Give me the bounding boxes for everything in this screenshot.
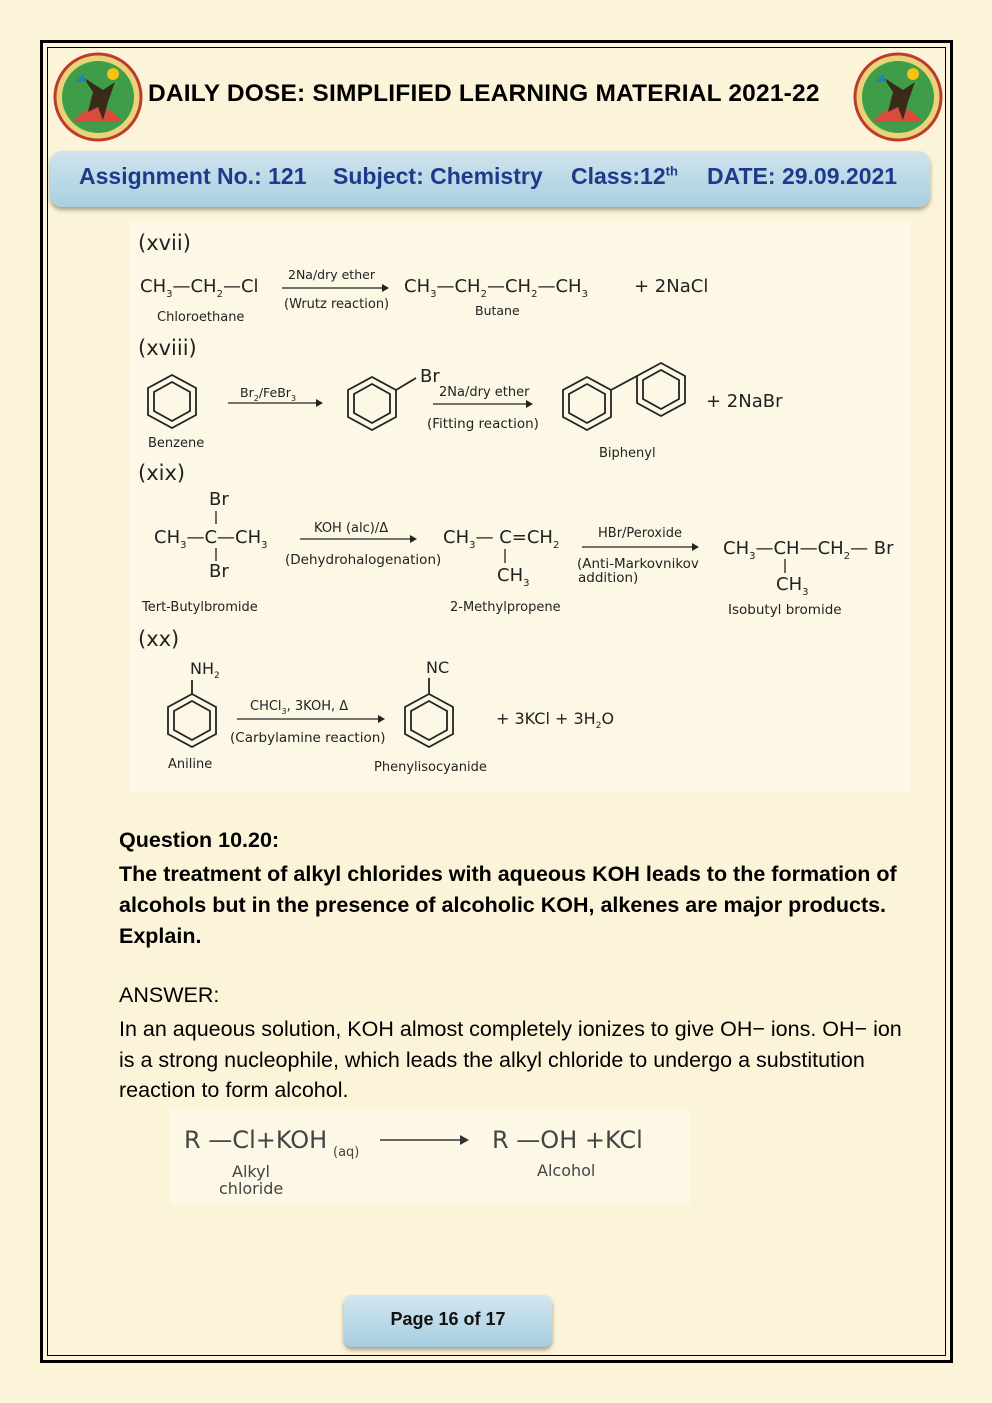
dehydrohalogenation-label: (Dehydrohalogenation): [285, 552, 442, 568]
chloroethane-name: Chloroethane: [157, 310, 245, 325]
svg-text:CH3: $CH_3$: [776, 574, 809, 598]
school-emblem-icon: [53, 52, 143, 142]
equation-product: R —OH +KCl: [492, 1126, 643, 1154]
school-emblem-icon: [853, 52, 943, 142]
fitting-reagent: 2Na/dry ether: [439, 385, 530, 400]
isocyanide-substituent: NC: [426, 658, 450, 677]
isobutyl-bromide-structure: [723, 538, 894, 598]
nacl-byproduct: + 2NaCl: [634, 276, 709, 297]
methylpropene-structure: [443, 527, 559, 589]
wurtz-reagent: 2Na/dry ether: [288, 267, 375, 282]
svg-text:CH3—CH—CH2— Br: $CH_3—CH—CH_2—$ Br: [723, 538, 894, 562]
svg-text:CH3: $CH_3$: [497, 565, 530, 589]
arrow-head: [526, 400, 533, 408]
answer-text: In an aqueous solution, KOH almost completely ionizes to give OH− ions. OH− ion is a strong nucleophile, which leads the alkyl chloride to undergo a substitution reaction to form alcohol.: [119, 1017, 902, 1102]
biphenyl-rings: [563, 363, 685, 430]
methylpropene-name: 2-Methylpropene: [450, 600, 561, 615]
chloroethane-formula: $CH_3—CH_2—Cl$: [140, 276, 259, 300]
alkyl-chloride-name-1: Alkyl: [232, 1162, 270, 1181]
equation-reactant: R —Cl+KOH: [184, 1126, 328, 1154]
class-label: Class:12th: [571, 163, 678, 189]
answer-label: ANSWER:: [119, 983, 220, 1007]
anti-markovnikov-label: (Anti-Markovnikov: [577, 556, 699, 572]
tert-butyl-bromide-structure: [154, 489, 268, 582]
hbr-peroxide-reagent: HBr/Peroxide: [598, 526, 682, 541]
svg-text:Br: Br: [209, 489, 229, 510]
svg-text:CH3— C=CH2: $CH_3—$ $C=CH_2$: [443, 527, 560, 551]
isobutyl-bromide-name: Isobutyl bromide: [728, 602, 842, 618]
alkyl-chloride-name-2: chloride: [219, 1179, 284, 1198]
arrow-head: [460, 1135, 469, 1145]
reaction-schemes: [130, 222, 910, 792]
equation-aq-subscript: (aq): [333, 1145, 360, 1160]
subject-label: Subject: Chemistry: [333, 163, 543, 189]
svg-text:Br: Br: [209, 561, 229, 582]
benzene-name: Benzene: [148, 436, 205, 451]
kcl-water-byproducts: + $3KCl + 3H_2O$: [496, 709, 615, 731]
nabr-byproduct: + 2NaBr: [706, 391, 783, 412]
arrow-head: [316, 399, 323, 407]
reaction-label-xvii: (xvii): [138, 231, 191, 255]
alc-koh-reagent: KOH (alc)/Δ: [314, 521, 389, 536]
bromine-substituent: Br: [420, 366, 440, 387]
arrow-head: [692, 543, 699, 551]
svg-text:CH3—C—CH3: $CH_3—C—CH_3$: [154, 527, 268, 551]
bromobenzene-ring: [348, 377, 416, 430]
arrow-head: [378, 715, 385, 723]
aniline-ring: [168, 680, 216, 747]
page-title: DAILY DOSE: SIMPLIFIED LEARNING MATERIAL 2021-22: [148, 80, 820, 107]
question-title: Question 10.20:: [119, 828, 280, 852]
phenylisocyanide-name: Phenylisocyanide: [374, 760, 487, 775]
biphenyl-name: Biphenyl: [599, 446, 656, 461]
assignment-number: Assignment No.: 121: [79, 163, 307, 189]
reaction-label-xix: (xix): [138, 461, 186, 485]
arrow-head: [410, 535, 417, 543]
arrow-head: [382, 284, 389, 292]
anti-markovnikov-label-2: addition): [578, 570, 639, 586]
question-text: The treatment of alkyl chlorides with aqueous KOH leads to the formation of alcohols but in the presence of alcoholic KOH, alkenes are major products. Explain.: [119, 862, 897, 948]
fitting-reaction-label: (Fitting reaction): [427, 416, 539, 432]
reaction-label-xviii: (xviii): [138, 336, 197, 360]
benzene-ring: [148, 375, 196, 428]
butane-name: Butane: [475, 303, 520, 318]
butane-formula: $CH_3—CH_2—CH_2—CH_3$: [404, 276, 588, 300]
alcohol-name: Alcohol: [537, 1161, 596, 1180]
phenylisocyanide-ring: [405, 678, 453, 747]
bromination-reagent: $Br_2/FeBr_3$: [240, 385, 297, 403]
aniline-name: Aniline: [168, 757, 213, 772]
carbylamine-reagent: CHCl$_3$, 3KOH, Δ: [250, 699, 349, 716]
reaction-label-xx: (xx): [138, 627, 180, 651]
date-label: DATE: 29.09.2021: [707, 163, 898, 189]
page-number: Page 16 of 17: [344, 1295, 552, 1347]
substitution-equation: [170, 1110, 690, 1205]
assignment-bar: [50, 151, 930, 207]
amino-substituent: $NH_2$: [190, 659, 220, 681]
wurtz-reaction-label: (Wrutz reaction): [284, 297, 390, 312]
tert-butylbromide-name: Tert-Butylbromide: [142, 600, 258, 615]
carbylamine-label: (Carbylamine reaction): [230, 730, 386, 746]
